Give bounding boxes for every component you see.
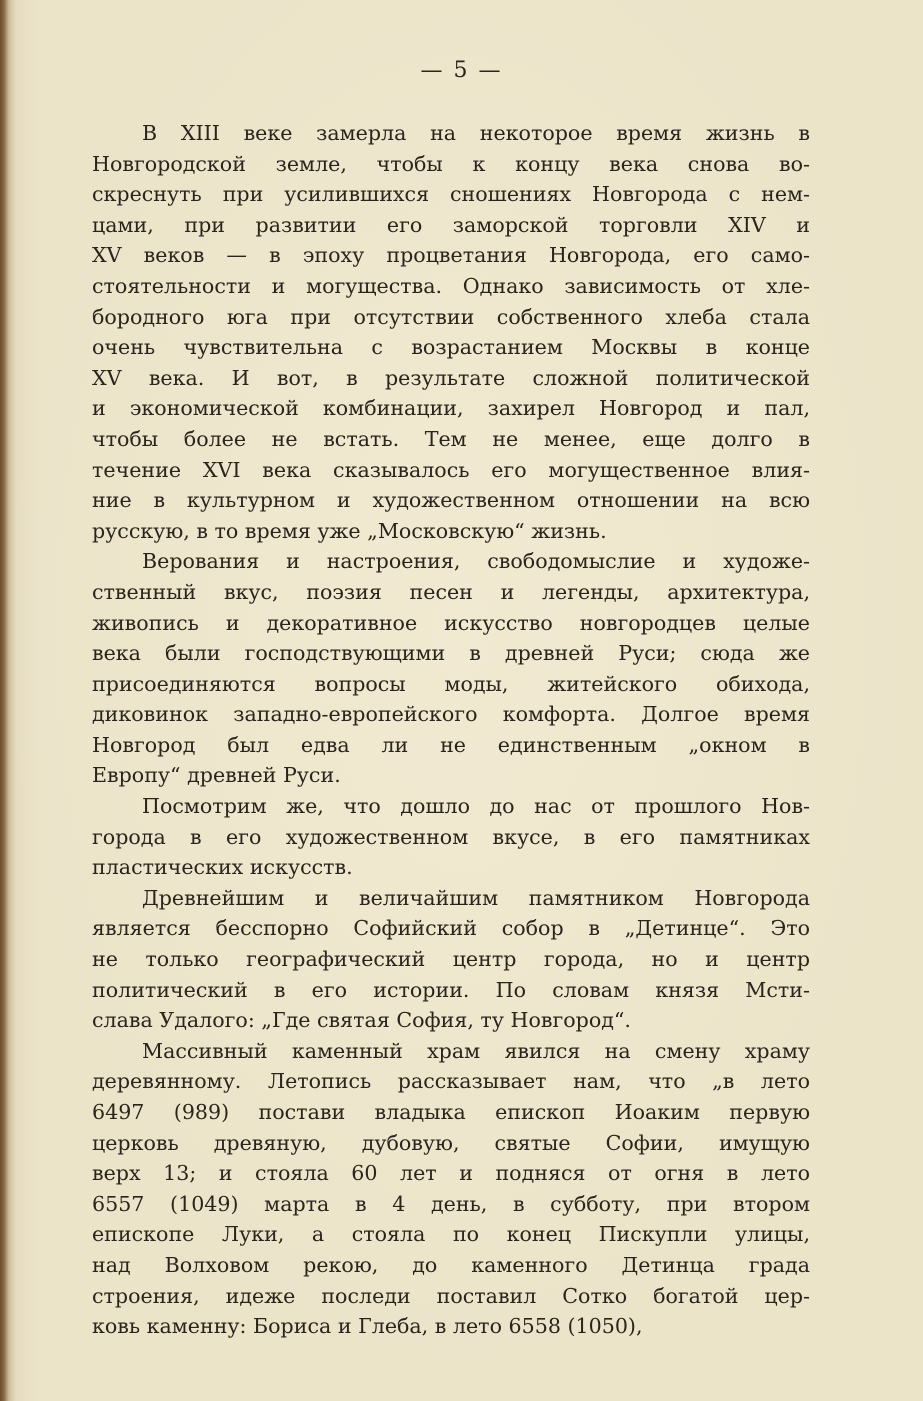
text-line: церковь древяную, дубовую, святые Софии, имущую (92, 1130, 810, 1155)
text-line: бородного юга при отсутствии собственного хлеба стала (92, 304, 810, 329)
text-line: очень чувствительна с возрастанием Москвы в конце (92, 335, 810, 360)
text-line: Новгород был едва ли не единственным „окном в (92, 732, 810, 757)
text-line: пластических искусств. (92, 855, 353, 880)
text-line: Европу“ древней Руси. (92, 763, 341, 788)
text-line: XV века. И вот, в результате сложной политической (92, 365, 810, 390)
text-line: русскую, в то время уже „Московскую“ жизнь. (92, 518, 607, 543)
text-line: епископе Луки, а стояла по конец Пискупли улицы, (92, 1222, 810, 1247)
text-line: ственный вкус, поэзия песен и легенды, архитектура, (92, 579, 810, 604)
text-line: XV веков — в эпоху процветания Новгорода, его само- (92, 243, 810, 268)
text-line: 6557 (1049) марта в 4 день, в субботу, при втором (92, 1191, 810, 1216)
text-line: и экономической комбинации, захирел Новгород и пал, (92, 396, 810, 421)
text-line: Верования и настроения, свободомыслие и художе- (142, 549, 810, 574)
text-line: Массивный каменный храм явился на смену храму (142, 1038, 810, 1063)
text-line: В XIII веке замерла на некоторое время жизнь в (142, 121, 810, 145)
text-line: Посмотрим же, что дошло до нас от прошлого Нов- (142, 794, 810, 819)
text-line: цами, при развитии его заморской торговли XIV и (92, 212, 810, 237)
text-line: 6497 (989) постави владыка епископ Иоаким первую (92, 1100, 810, 1124)
text-line: скреснуть при усилившихся сношениях Новгорода с нем- (92, 182, 810, 207)
text-line: чтобы более не встать. Тем не менее, еще долго в (92, 426, 810, 451)
text-line: верх 13; и стояла 60 лет и подняся от огня в лето (92, 1161, 810, 1186)
text-line: не только географический центр города, но и центр (92, 947, 810, 972)
text-line: присоединяются вопросы моды, житейского обихода, (92, 671, 810, 696)
text-line: Новгородской земле, чтобы к концу века снова во- (92, 151, 810, 176)
text-line: над Волховом рекою, до каменного Детинца града (92, 1252, 810, 1277)
text-line: политический в его истории. По словам князя Мсти- (92, 977, 810, 1002)
text-line: города в его художественном вкусе, в его памятниках (92, 824, 810, 849)
text-line: деревянному. Летопись рассказывает нам, что „в лето (92, 1069, 810, 1094)
text-line: течение XVI века сказывалось его могущественное влия- (92, 457, 810, 482)
text-line: является бесспорно Софийский собор в „Детинце“. Это (92, 916, 810, 941)
text-line: ние в культурном и художественном отношении на всю (92, 488, 810, 513)
text-line: ковь каменну: Бориса и Глеба, в лето 6558 (1050), (92, 1314, 643, 1339)
text-line: стоятельности и могущества. Однако зависимость от хле- (92, 273, 810, 298)
text-line: слава Удалого: „Где святая София, ту Новгород“. (92, 1008, 631, 1033)
text-line: живопись и декоративное искусство новгородцев целые (92, 610, 810, 635)
body-text (92, 118, 810, 1342)
text-line: Древнейшим и величайшим памятником Новгорода (142, 885, 810, 910)
page-number: — 5 — (420, 58, 503, 83)
text-line: века были господствующими в древней Руси; сюда же (92, 641, 810, 666)
text-line: строения, идеже последи поставил Сотко богатой цер- (92, 1283, 810, 1308)
text-line: диковинок западно-европейского комфорта. Долгое время (92, 702, 810, 727)
